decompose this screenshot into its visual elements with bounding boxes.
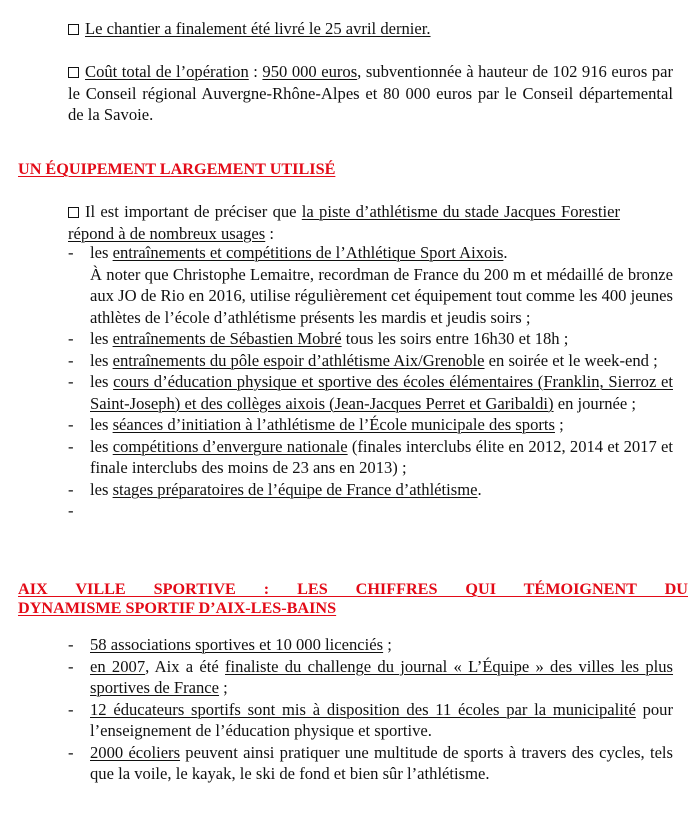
item-underlined: séances d’initiation à l’athlétisme de l’École municipale des sports <box>112 415 555 434</box>
item-prefix: les <box>90 372 114 391</box>
list-item <box>68 328 673 350</box>
item-rest: . <box>477 479 482 499</box>
cost-label: Coût total de l’opération <box>85 62 249 81</box>
item-rest: peuvent ainsi pratiquer une multitude de sports à travers des cycles, tels que la voile, le kayak, le ski de fond et bien sûr l’athlétisme. <box>90 742 673 783</box>
intro-underlined: la piste d’athlétisme du stade Jacques Forestier répond à de nombreux usages <box>68 202 620 243</box>
usage-list <box>68 242 673 522</box>
section-heading-sport-city <box>18 580 688 618</box>
section-heading-equipment: UN ÉQUIPEMENT LARGEMENT UTILISÉ <box>18 160 336 178</box>
item-underlined: entraînements et compétitions de l’Athlétique Sport Aixois <box>112 243 504 262</box>
item-rest: , Aix a été <box>145 656 226 676</box>
delivery-paragraph <box>68 18 628 40</box>
usage-intro <box>68 201 620 244</box>
checkbox-square-icon <box>68 24 79 35</box>
list-item <box>68 656 673 699</box>
item-underlined: 2000 écoliers <box>90 742 181 762</box>
dash-bullet: - <box>68 436 74 456</box>
item-underlined: entraînements du pôle espoir d’athlétisme Aix/Grenoble <box>112 350 485 370</box>
checkbox-square-icon <box>68 207 79 218</box>
item-note: À noter que Christophe Lemaitre, recordman de France du 200 m et médaillé de bronze aux JO de Rio en 2016, utilise régulièrement cet équipement tout comme les 400 jeunes athlètes de l’école d’athlétisme présents les mardis et jeudis soirs ; <box>90 264 673 327</box>
item-rest: en soirée et le week-end ; <box>484 350 658 370</box>
sport-figures-list <box>68 634 673 785</box>
item-underlined: en 2007 <box>90 656 146 676</box>
intro-text: Il est important de préciser que <box>85 202 302 221</box>
item-underlined: 58 associations sportives et 10 000 licenciés <box>90 635 384 654</box>
dash-bullet: - <box>68 635 74 654</box>
heading-line-1: AIX VILLE SPORTIVE : LES CHIFFRES QUI TÉMOIGNENT DU <box>18 580 688 598</box>
item-rest: ; <box>383 635 392 654</box>
item-underlined-2: finaliste du challenge du journal « L’Équipe » des villes les plus sportives de France <box>90 656 674 697</box>
item-rest: . <box>503 243 508 262</box>
item-prefix: les <box>90 436 113 456</box>
item-underlined: entraînements de Sébastien Mobré <box>112 329 342 348</box>
dash-bullet: - <box>68 699 74 719</box>
list-item <box>68 479 673 501</box>
item-prefix: les <box>90 350 113 370</box>
dash-bullet: - <box>68 415 74 434</box>
list-item <box>68 371 673 414</box>
dash-bullet: - <box>68 350 74 370</box>
item-underlined: stages préparatoires de l’équipe de France d’athlétisme <box>112 479 478 499</box>
cost-details: , subventionnée à hauteur de 102 916 euros par le Conseil régional Auvergne-Rhône-Alpes et 80 000 euros par le Conseil départemental de la Savoie. <box>68 62 673 124</box>
intro-end: : <box>265 223 274 243</box>
item-rest: en journée ; <box>553 393 637 413</box>
list-item <box>68 742 673 785</box>
heading-line-2: DYNAMISME SPORTIF D’AIX-LES-BAINS <box>18 599 337 617</box>
item-rest: (finales interclubs élite en 2012, 2014 et 2017 et finale interclubs des moins de 23 ans en 2013) ; <box>90 436 673 477</box>
dash-bullet: - <box>68 329 74 348</box>
item-underlined: 12 éducateurs sportifs sont mis à disposition des 11 écoles par la municipalité <box>90 699 636 719</box>
item-rest-2: ; <box>219 678 228 697</box>
list-item <box>68 634 673 656</box>
dash-bullet: - <box>68 501 74 520</box>
list-item-empty <box>68 500 673 522</box>
item-underlined: compétitions d’envergure nationale <box>112 436 348 456</box>
dash-bullet: - <box>68 243 74 262</box>
delivery-text: Le chantier a finalement été livré le 25 avril dernier. <box>85 19 431 38</box>
list-item <box>68 242 673 328</box>
dash-bullet: - <box>68 479 74 499</box>
list-item <box>68 436 673 479</box>
item-prefix: les <box>90 243 113 262</box>
dash-bullet: - <box>68 372 74 391</box>
checkbox-square-icon <box>68 67 79 78</box>
item-rest: ; <box>554 415 564 434</box>
item-rest: pour l’enseignement de l’éducation physique et sportive. <box>90 699 673 740</box>
item-rest: tous les soirs entre 16h30 et 18h ; <box>341 329 569 348</box>
list-item <box>68 414 673 436</box>
item-underlined: cours d’éducation physique et sportive des écoles élémentaires (Franklin, Sierroz et Saint-Joseph) et des collèges aixois (Jean-Jacques Perret et Garibaldi) <box>90 372 673 413</box>
list-item <box>68 350 673 372</box>
cost-paragraph <box>68 61 673 126</box>
dash-bullet: - <box>68 656 74 676</box>
dash-bullet: - <box>68 742 74 762</box>
item-prefix: les <box>90 329 113 348</box>
cost-colon: : <box>248 62 263 81</box>
item-prefix: les <box>90 415 113 434</box>
item-prefix: les <box>90 479 113 499</box>
cost-amount: 950 000 euros <box>262 62 358 81</box>
list-item <box>68 699 673 742</box>
